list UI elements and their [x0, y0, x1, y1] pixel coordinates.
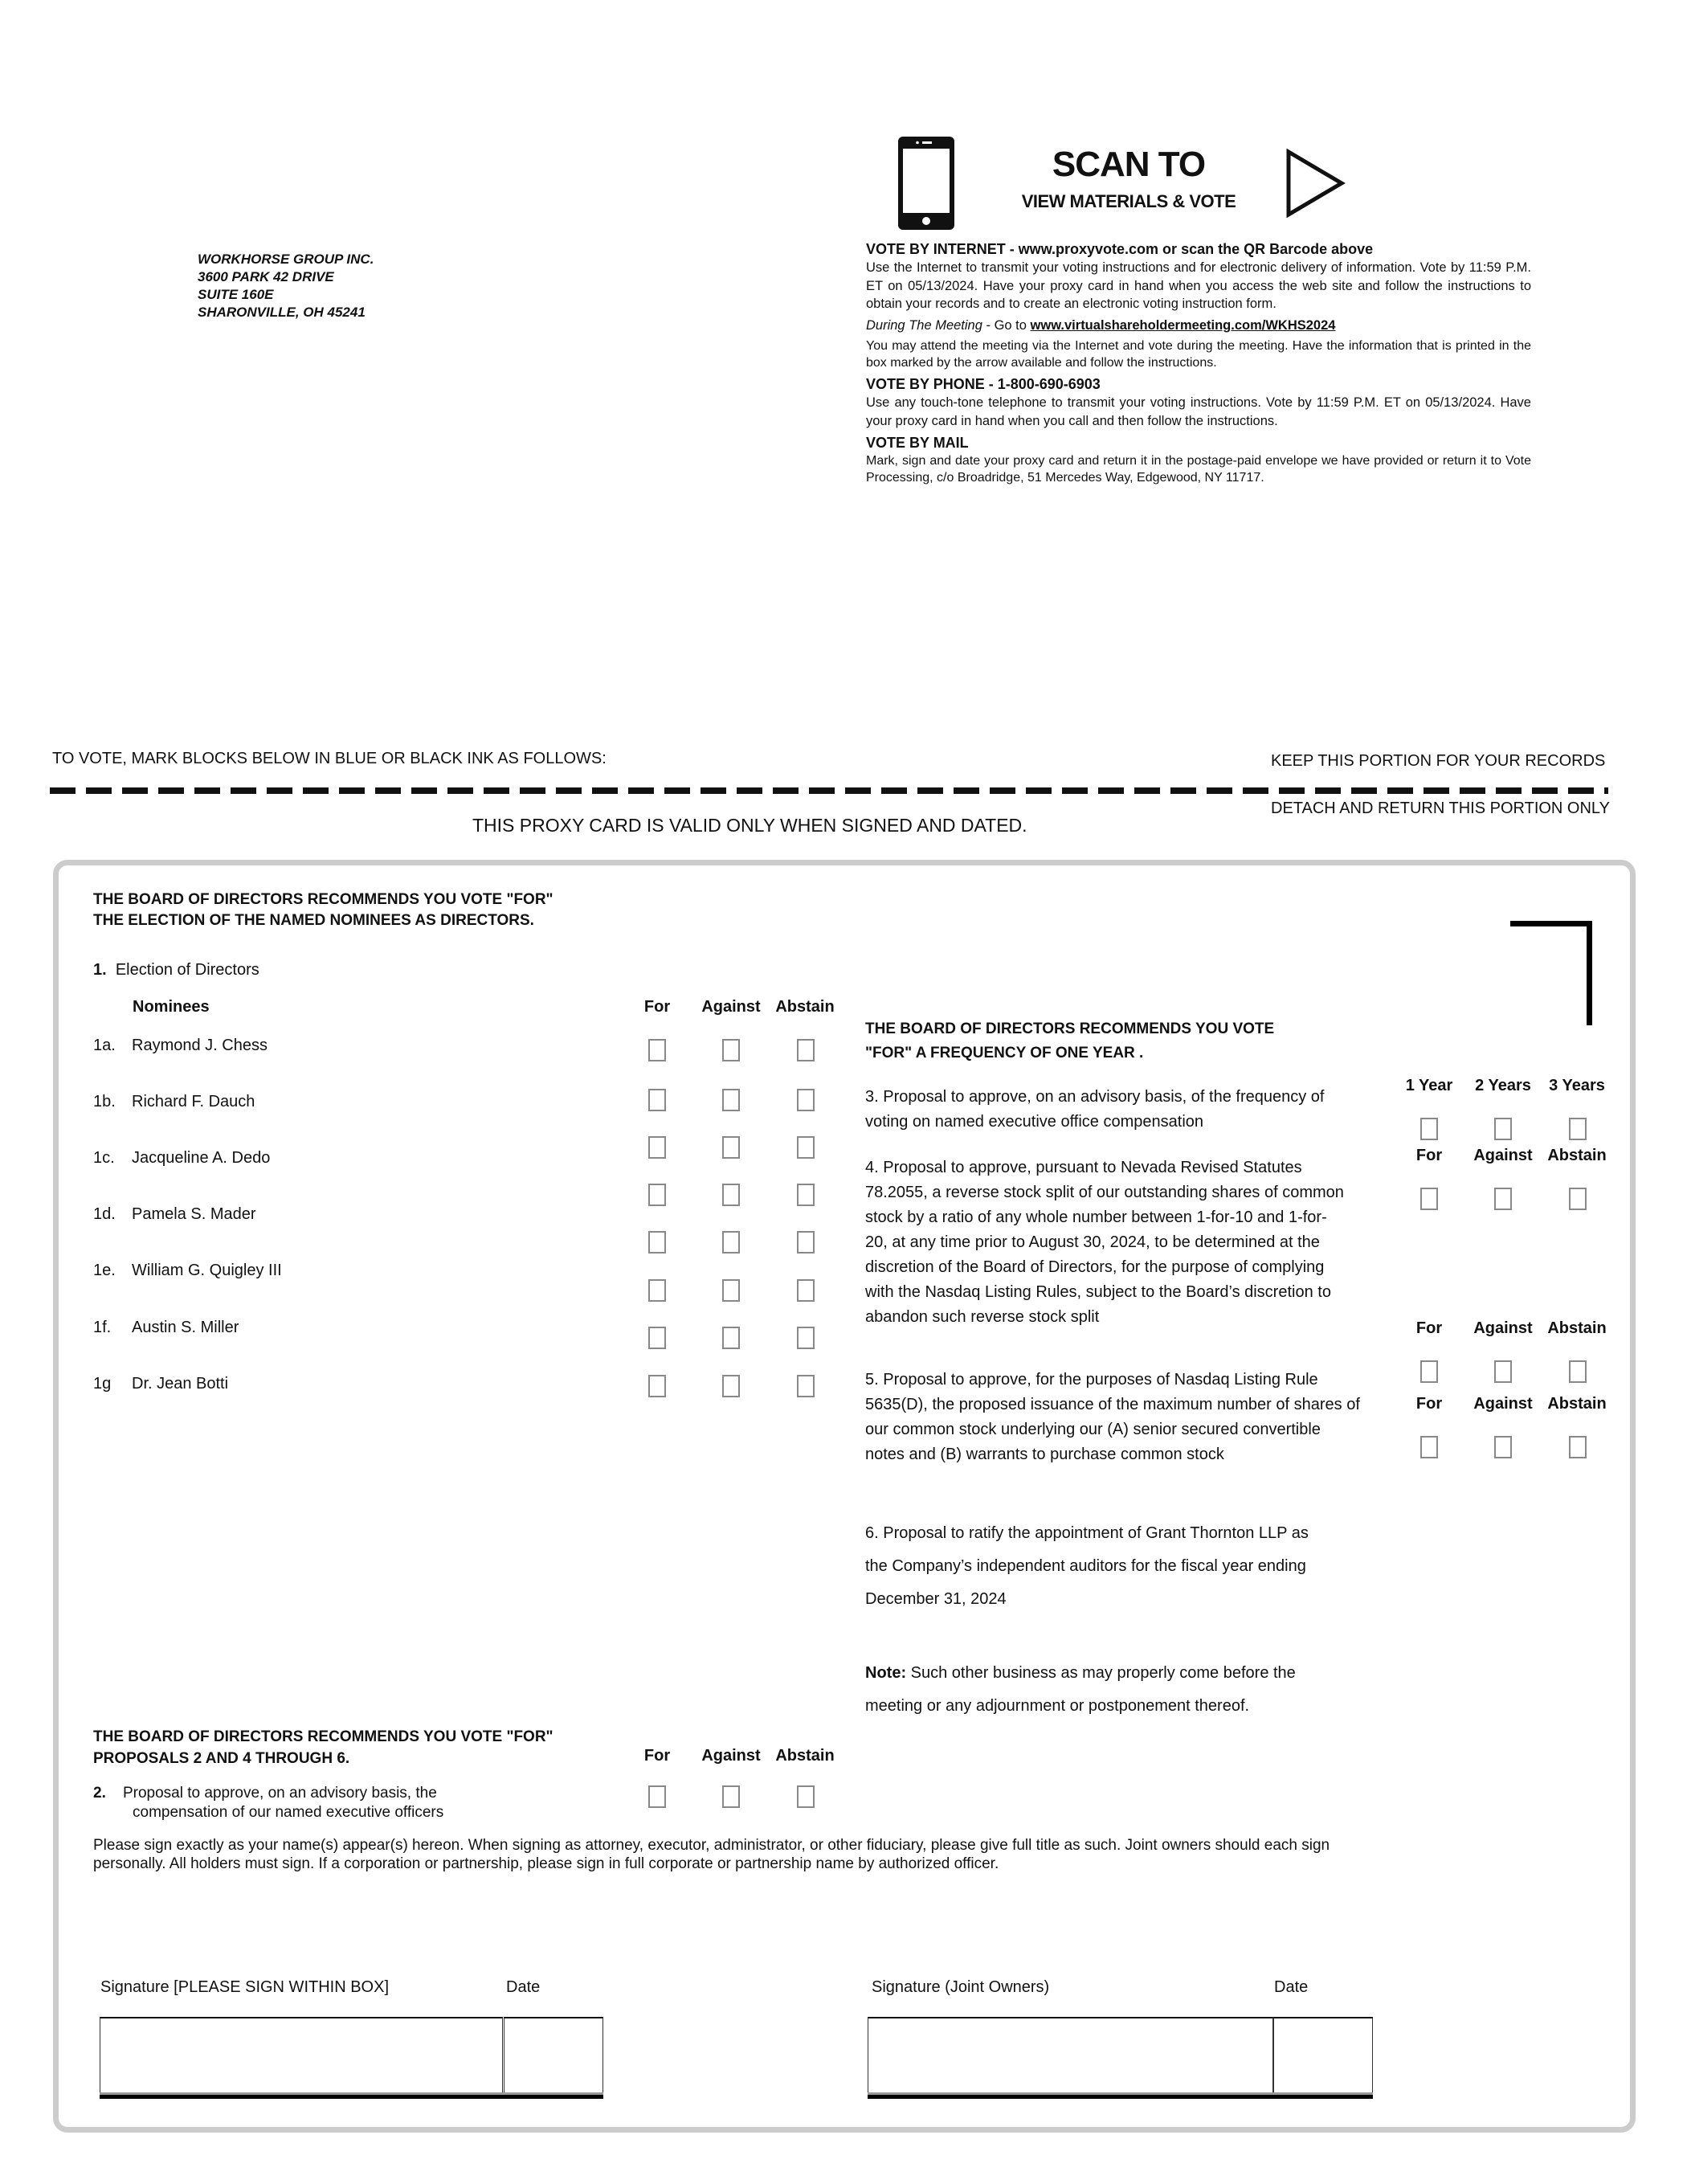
- checkbox-nominee-abstain[interactable]: [797, 1039, 815, 1061]
- section2-heading: [93, 1726, 553, 1769]
- nominee-row: [93, 1205, 256, 1224]
- nominee-row: [93, 1262, 282, 1280]
- section2-heading-line1: THE BOARD OF DIRECTORS RECOMMENDS YOU VOTE "FOR": [93, 1728, 553, 1745]
- checkbox-p4-against[interactable]: [1494, 1188, 1512, 1210]
- nominee-id: 1d.: [93, 1205, 116, 1223]
- checkbox-nominee-abstain[interactable]: [797, 1279, 815, 1302]
- mail-body: Mark, sign and date your proxy card and return it in the postage-paid envelope we have provided or return it to Vote Processing, c/o Broadridge, 51 Mercedes Way, Edgewood, NY 11717.: [866, 454, 1531, 485]
- nominee-id: 1g: [93, 1375, 112, 1393]
- nominee-row: [93, 1319, 239, 1337]
- checkbox-nominee-against[interactable]: [722, 1375, 740, 1397]
- checkbox-nominee-against[interactable]: [722, 1039, 740, 1061]
- checkbox-nominee-abstain[interactable]: [797, 1184, 815, 1206]
- signature-date-label: Date: [506, 1978, 541, 1996]
- checkbox-nominee-abstain[interactable]: [797, 1089, 815, 1111]
- nominee-row: [93, 1149, 270, 1168]
- checkbox-nominee-abstain[interactable]: [797, 1136, 815, 1159]
- company-address: [198, 251, 374, 321]
- note-label: Note:: [865, 1664, 907, 1682]
- phone-body: Use any touch-tone telephone to transmit your voting instructions. Vote by 11:59 P.M. ET on 05/13/2024. Have your proxy card in hand when you call and then follow the instructions.: [866, 395, 1531, 428]
- section1-heading-line1: THE BOARD OF DIRECTORS RECOMMENDS YOU VOTE "FOR": [93, 891, 553, 908]
- checkbox-p6-for[interactable]: [1420, 1436, 1438, 1458]
- phone-heading: VOTE BY PHONE - 1-800-690-6903: [866, 376, 1101, 392]
- joint-signature-label: Signature (Joint Owners): [872, 1978, 1050, 1996]
- proposal-4-text: 4. Proposal to approve, pursuant to Nevada Revised Statutes 78.2055, a reverse stock split of our outstanding shares of common stock by a ratio of any whole number between 1-for-10 and 1-for-20, at any time prior to August 30, 2024, to be determined at the discretion of the Board of Directors, for the purpose of complying with the Nasdaq Listing Rules, subject to the Board’s discretion to abandon such reverse stock split: [865, 1159, 1344, 1326]
- signature-underline: [100, 2095, 603, 2099]
- p6-col-for: For: [1415, 1395, 1443, 1413]
- checkbox-p2-for[interactable]: [648, 1785, 666, 1808]
- nominee-name: Raymond J. Chess: [132, 1037, 268, 1054]
- voting-instructions: [866, 239, 1531, 486]
- checkbox-nominee-for[interactable]: [648, 1231, 666, 1254]
- proposal-3-text: 3. Proposal to approve, on an advisory basis, of the frequency of voting on named executive office compensation: [865, 1088, 1325, 1131]
- checkbox-nominee-for[interactable]: [648, 1039, 666, 1061]
- nominees-header: Nominees: [133, 998, 210, 1016]
- note: [865, 1657, 1347, 1723]
- proposal-5-text: 5. Proposal to approve, for the purposes of Nasdaq Listing Rule 5635(D), the proposed issuance of the maximum number of shares of our common stock underlying our (A) senior secured convertible notes and (B) warrants to purchase common stock: [865, 1371, 1360, 1463]
- p6-col-abstain: Abstain: [1547, 1395, 1607, 1413]
- checkbox-p2-against[interactable]: [722, 1785, 740, 1808]
- meeting-url-link[interactable]: www.virtualshareholdermeeting.com/WKHS2024: [1030, 317, 1336, 333]
- p5-col-for-top: For: [1415, 1319, 1443, 1337]
- checkbox-nominee-for[interactable]: [648, 1375, 666, 1397]
- mark-instruction: TO VOTE, MARK BLOCKS BELOW IN BLUE OR BLACK INK AS FOLLOWS:: [52, 750, 607, 767]
- address-line: WORKHORSE GROUP INC.: [198, 252, 374, 267]
- detach-dashed-line: [50, 787, 1608, 794]
- election-item: [93, 961, 259, 980]
- checkbox-nominee-against[interactable]: [722, 1231, 740, 1254]
- col-header-abstain: Abstain: [775, 998, 835, 1016]
- p4-col-abstain: Abstain: [1547, 1147, 1607, 1164]
- checkbox-nominee-for[interactable]: [648, 1089, 666, 1111]
- proxy-card-border: [53, 860, 1636, 2133]
- proposal-2: [93, 1784, 443, 1822]
- meeting-body: You may attend the meeting via the Internet and vote during the meeting. Have the information that is printed in the box marked by the arrow available and follow the instructions.: [866, 339, 1531, 370]
- checkbox-p4-abstain[interactable]: [1569, 1188, 1587, 1210]
- p4-col-against: Against: [1473, 1147, 1533, 1164]
- p5-col-against-top: Against: [1473, 1319, 1533, 1337]
- checkbox-p5-abstain[interactable]: [1569, 1360, 1587, 1383]
- meeting-line: [866, 317, 1531, 335]
- checkbox-nominee-abstain[interactable]: [797, 1375, 815, 1397]
- checkbox-nominee-abstain[interactable]: [797, 1327, 815, 1349]
- joint-date-label: Date: [1274, 1978, 1309, 1996]
- s2-col-abstain: Abstain: [775, 1747, 835, 1765]
- checkbox-p6-abstain[interactable]: [1569, 1436, 1587, 1458]
- note-text: Such other business as may properly come before the meeting or any adjournment or postponement thereof.: [865, 1664, 1296, 1715]
- nominee-name: Pamela S. Mader: [132, 1205, 256, 1223]
- s2-col-against: Against: [701, 1747, 761, 1765]
- nominee-id: 1a.: [93, 1037, 116, 1054]
- nominee-name: Jacqueline A. Dedo: [132, 1149, 271, 1167]
- p5-col-abstain-top: Abstain: [1547, 1319, 1607, 1337]
- frequency-heading: [865, 1017, 1274, 1065]
- triangle-right-icon: [1285, 149, 1346, 218]
- joint-signature-box[interactable]: [868, 2017, 1273, 2096]
- proposal-6-text: 6. Proposal to ratify the appointment of Grant Thornton LLP as the Company’s independent auditors for the fiscal year ending December 31, 2024: [865, 1524, 1309, 1608]
- nominee-id: 1b.: [93, 1093, 116, 1110]
- checkbox-nominee-against[interactable]: [722, 1327, 740, 1349]
- scan-subtitle: VIEW MATERIALS & VOTE: [1021, 191, 1236, 211]
- address-line: SHARONVILLE, OH 45241: [198, 305, 366, 320]
- checkbox-nominee-for[interactable]: [648, 1327, 666, 1349]
- checkbox-p3-1-year[interactable]: [1420, 1118, 1438, 1140]
- election-item-label: Election of Directors: [115, 961, 259, 979]
- checkbox-p4-for[interactable]: [1420, 1188, 1438, 1210]
- keep-portion-label: KEEP THIS PORTION FOR YOUR RECORDS: [1271, 752, 1606, 770]
- nominee-name: William G. Quigley III: [132, 1262, 282, 1279]
- mail-heading: VOTE BY MAIL: [866, 435, 969, 451]
- nominee-name: Richard F. Dauch: [132, 1093, 255, 1110]
- smartphone-icon: [898, 137, 954, 230]
- sign-instructions: Please sign exactly as your name(s) appear(s) hereon. When signing as attorney, executor, administrator, or other fiduciary, please give full title as such. Joint owners should each sign personally. All holders must sign. If a corporation or partnership, please sign in full corporate or partnership name by authorized officer.: [93, 1837, 1330, 1872]
- checkbox-nominee-against[interactable]: [722, 1279, 740, 1302]
- section1-heading: [93, 890, 553, 931]
- signature-box[interactable]: [100, 2017, 503, 2096]
- section2-heading-line2: PROPOSALS 2 AND 4 THROUGH 6.: [93, 1750, 350, 1767]
- nominee-id: 1c.: [93, 1149, 115, 1167]
- checkbox-nominee-abstain[interactable]: [797, 1231, 815, 1254]
- checkbox-p5-for[interactable]: [1420, 1360, 1438, 1383]
- address-line: SUITE 160E: [198, 287, 274, 302]
- nominee-row: [93, 1037, 268, 1055]
- checkbox-p5-against[interactable]: [1494, 1360, 1512, 1383]
- p6-col-against: Against: [1473, 1395, 1533, 1413]
- scan-title: SCAN TO: [1052, 145, 1206, 184]
- checkbox-p6-against[interactable]: [1494, 1436, 1512, 1458]
- internet-heading: VOTE BY INTERNET - www.proxyvote.com or scan the QR Barcode above: [866, 241, 1374, 257]
- joint-date-box[interactable]: [1273, 2017, 1373, 2096]
- frequency-heading-line2: "FOR" A FREQUENCY OF ONE YEAR .: [865, 1045, 1144, 1061]
- signature-date-box[interactable]: [504, 2017, 603, 2096]
- nominee-name: Austin S. Miller: [132, 1319, 239, 1336]
- checkbox-nominee-against[interactable]: [722, 1089, 740, 1111]
- col-header-against: Against: [701, 998, 761, 1016]
- meeting-label: During The Meeting: [866, 317, 982, 333]
- checkbox-nominee-for[interactable]: [648, 1184, 666, 1206]
- proposal-2-line1: Proposal to approve, on an advisory basis, the: [122, 1785, 437, 1802]
- detach-portion-label: DETACH AND RETURN THIS PORTION ONLY: [1271, 800, 1610, 817]
- corner-bracket-mark: [1510, 921, 1592, 1025]
- address-line: 3600 PARK 42 DRIVE: [198, 269, 334, 284]
- checkbox-p2-abstain[interactable]: [797, 1785, 815, 1808]
- s2-col-for: For: [643, 1747, 671, 1765]
- col-header-3-years: 3 Years: [1549, 1077, 1605, 1094]
- col-header-for: For: [643, 998, 671, 1016]
- checkbox-nominee-against[interactable]: [722, 1184, 740, 1206]
- checkbox-nominee-for[interactable]: [648, 1136, 666, 1159]
- meeting-goto: - Go to: [982, 317, 1031, 333]
- nominee-row: [93, 1375, 228, 1393]
- frequency-heading-line1: THE BOARD OF DIRECTORS RECOMMENDS YOU VOTE: [865, 1020, 1275, 1037]
- election-item-number: 1.: [93, 961, 107, 979]
- joint-signature-underline: [868, 2095, 1373, 2099]
- col-header-2-years: 2 Years: [1475, 1077, 1531, 1094]
- signature-label: Signature [PLEASE SIGN WITHIN BOX]: [100, 1978, 390, 1996]
- section1-heading-line2: THE ELECTION OF THE NAMED NOMINEES AS DIRECTORS.: [93, 912, 534, 929]
- proposal-2-number: 2.: [93, 1785, 106, 1802]
- checkbox-p3-2-years[interactable]: [1494, 1118, 1512, 1140]
- nominee-id: 1f.: [93, 1319, 112, 1336]
- checkbox-nominee-for[interactable]: [648, 1279, 666, 1302]
- checkbox-p3-3-years[interactable]: [1569, 1118, 1587, 1140]
- nominee-row: [93, 1093, 255, 1111]
- internet-body: Use the Internet to transmit your voting instructions and for electronic delivery of information. Vote by 11:59 P.M. ET on 05/13/2024. Have your proxy card in hand when you access the web site and follow the instructions to obtain your records and to create an electronic voting instruction form.: [866, 260, 1531, 311]
- checkbox-nominee-against[interactable]: [722, 1136, 740, 1159]
- nominee-id: 1e.: [93, 1262, 116, 1279]
- p4-col-for: For: [1415, 1147, 1443, 1164]
- col-header-1-year: 1 Year: [1405, 1077, 1453, 1094]
- nominee-name: Dr. Jean Botti: [132, 1375, 229, 1393]
- proposal-2-line2: compensation of our named executive officers: [133, 1804, 444, 1821]
- valid-notice: THIS PROXY CARD IS VALID ONLY WHEN SIGNED AND DATED.: [472, 815, 1027, 836]
